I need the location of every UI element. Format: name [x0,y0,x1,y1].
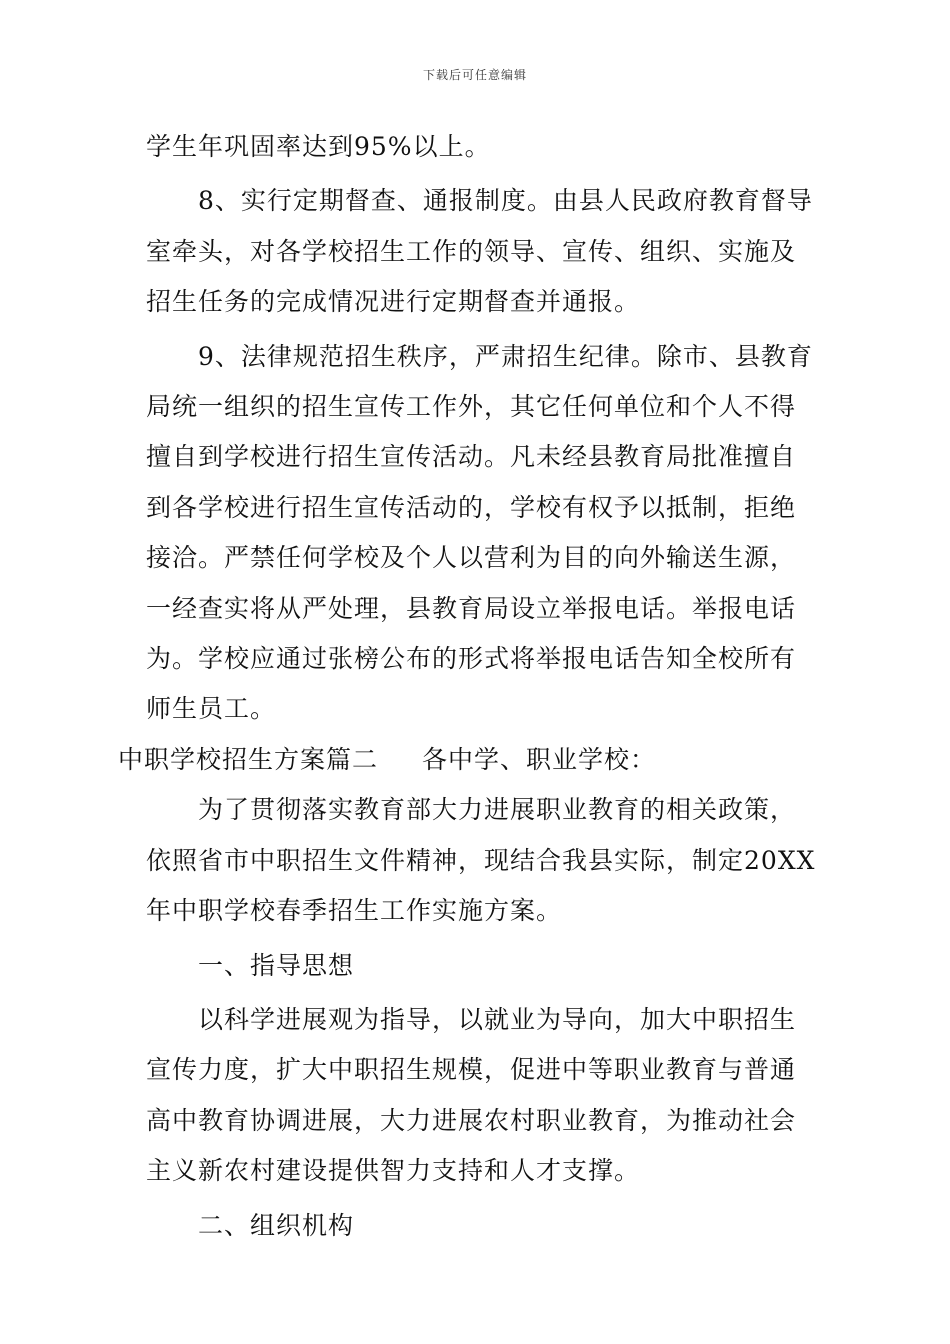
paragraph-item-8: 8、实行定期督查、通报制度。由县人民政府教育督导室牵头，对各学校招生工作的领导、宣传、组织、实施及招生任务的完成情况进行定期督查并通报。 [146,186,813,317]
paragraph-item-9: 9、法律规范招生秩序，严肃招生纪律。除市、县教育局统一组织的招生宣传工作外，其它任何单位和个人不得擅自到学校进行招生宣传活动。凡未经县教育局批准擅自到各学校进行招生宣传活动的，学校有权予以抵制，拒绝接洽。严禁任何学校及个人以营利为目的向外输送生源，一经查实将从严处理，县教育局设立举报电话。举报电话为。学校应通过张榜公布的形式将举报电话告知全校所有师生员工。 [146,341,813,724]
paragraph-continuation: 学生年巩固率达到95%以上。 [146,132,491,161]
paragraph-guiding-thought: 以科学进展观为指导，以就业为导向，加大中职招生宣传力度，扩大中职招生规模，促进中等职业教育与普通高中教育协调进展，大力进展农村职业教育，为推动社会主义新农村建设提供智力支持和人才支撑。 [146,1004,797,1186]
page-header-note: 下载后可任意编辑 [422,68,527,82]
salutation: 各中学、职业学校： [422,744,657,774]
heading-guiding-thought: 一、指导思想 [198,950,355,980]
section-title: 中职学校招生方案篇二 [118,744,379,774]
paragraph-intro: 为了贯彻落实教育部大力进展职业教育的相关政策，依照省市中职招生文件精神，现结合我县实际，制定20XX年中职学校春季招生工作实施方案。 [146,795,816,926]
document-body [118,122,816,1251]
section-title-line [118,735,816,785]
heading-organization: 二、组织机构 [198,1210,355,1240]
